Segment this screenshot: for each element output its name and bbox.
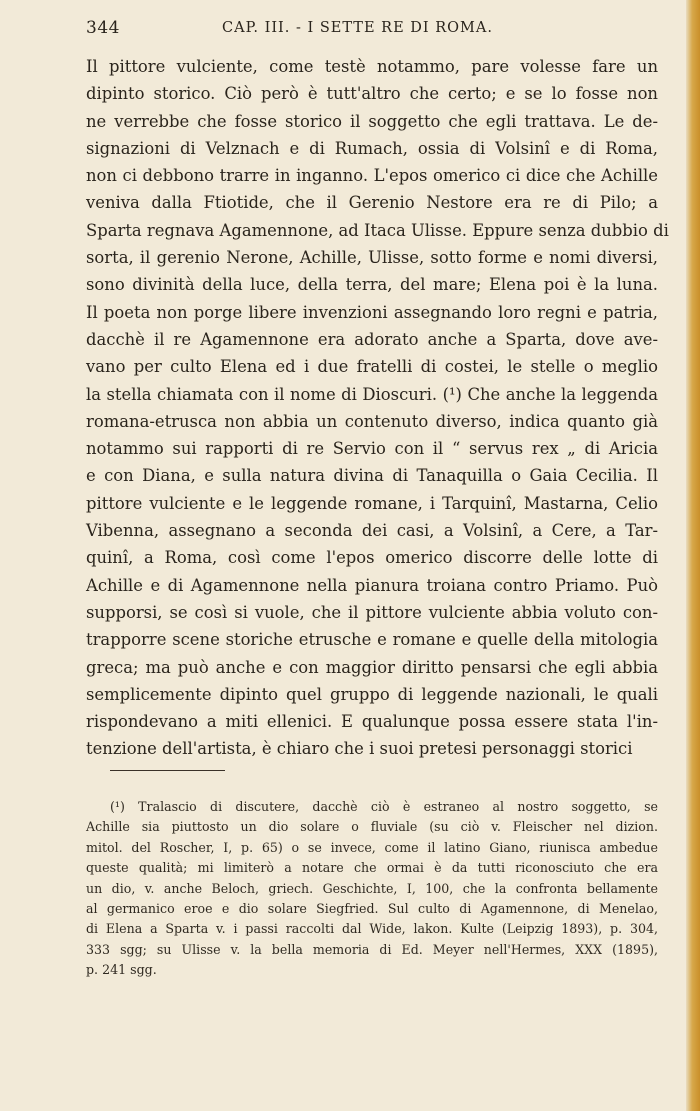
footnote-line: mitol. del Roscher, I, p. 65) o se invece, come il latino Giano, riunisca ambedue — [86, 839, 658, 855]
text-line: Il poeta non porge libere invenzioni assegnando loro regni e patria, — [86, 302, 658, 322]
text-line: signazioni di Velznach e di Rumach, ossia di Volsinî e di Roma, — [86, 138, 658, 158]
text-line: trapporre scene storiche etrusche e romane e quelle della mitologia — [86, 630, 658, 650]
footnote-line: di Elena a Sparta v. i passi raccolti dal Wide, lakon. Kulte (Leipzig 1893), p. 304, — [86, 921, 658, 937]
text-line: dacchè il re Agamennone era adorato anche a Sparta, dove ave- — [86, 329, 658, 349]
footnote-line: Achille sia piuttosto un dio solare o fluviale (su ciò v. Fleischer nel dizion. — [86, 819, 658, 835]
text-line: sono divinità della luce, della terra, del mare; Elena poi è la luna. — [86, 275, 658, 295]
footnote — [86, 797, 658, 981]
text-line: tenzione dell'artista, è chiaro che i suoi pretesi personaggi storici — [86, 739, 633, 759]
text-line: Sparta regnava Agamennone, ad Itaca Ulisse. Eppure senza dubbio di — [86, 220, 669, 240]
page-edge — [686, 0, 700, 1111]
footnote-line: 333 sgg; su Ulisse v. la bella memoria di Ed. Meyer nell'Hermes, XXX (1895), — [86, 941, 658, 957]
text-line: romana-etrusca non abbia un contenuto diverso, indica quanto già — [86, 411, 658, 431]
footnote-line: queste qualità; mi limiterò a notare che ormai è da tutti riconosciuto che era — [86, 860, 658, 876]
running-head: CAP. III. - I SETTE RE DI ROMA. — [222, 20, 493, 36]
text-line: notammo sui rapporti di re Servio con il “ servus rex „ di Aricia — [86, 439, 658, 459]
text-line: ne verrebbe che fosse storico il soggetto che egli trattava. Le de- — [86, 111, 658, 131]
footnote-line: un dio, v. anche Beloch, griech. Geschichte, I, 100, che la confronta bellamente — [86, 880, 658, 896]
text-line: dipinto storico. Ciò però è tutt'altro che certo; e se lo fosse non — [86, 84, 658, 104]
text-line: supporsi, se così si vuole, che il pittore vulciente abbia voluto con- — [86, 602, 658, 622]
text-line: non ci debbono trarre in inganno. L'epos omerico ci dice che Achille — [86, 166, 658, 186]
body-text — [86, 53, 669, 763]
text-line: sorta, il gerenio Nerone, Achille, Ulisse, sotto forme e nomi diversi, — [86, 248, 658, 268]
text-line: Vibenna, assegnano a seconda dei casi, a Volsinî, a Cere, a Tar- — [86, 521, 658, 541]
text-line: rispondevano a miti ellenici. E qualunque possa essere stata l'in- — [86, 712, 658, 732]
text-line: veniva dalla Ftiotide, che il Gerenio Nestore era re di Pilo; a — [86, 193, 658, 213]
page-number: 344 — [86, 18, 120, 38]
footnote-line: (¹) Tralascio di discutere, dacchè ciò è estraneo al nostro soggetto, se — [110, 799, 658, 814]
text-line: greca; ma può anche e con maggior diritto pensarsi che egli abbia — [86, 657, 658, 677]
footnote-line: al germanico eroe e dio solare Siegfried. Sul culto di Agamennone, di Menelao, — [86, 900, 658, 916]
text-line: semplicemente dipinto quel gruppo di leggende nazionali, le quali — [86, 684, 658, 704]
text-line: quinî, a Roma, così come l'epos omerico discorre delle lotte di — [86, 548, 658, 568]
page-header — [86, 14, 656, 40]
text-line: pittore vulciente e le leggende romane, i Tarquinî, Mastarna, Celio — [86, 493, 658, 513]
text-line: vano per culto Elena ed i due fratelli di costei, le stelle o meglio — [86, 357, 658, 377]
footnote-rule — [110, 770, 225, 771]
text-line: e con Diana, e sulla natura divina di Tanaquilla o Gaia Cecilia. Il — [86, 466, 658, 486]
text-line: Achille e di Agamennone nella pianura troiana contro Priamo. Può — [86, 575, 658, 595]
text-line: la stella chiamata con il nome di Dioscuri. (¹) Che anche la leggenda — [86, 384, 658, 404]
text-line: Il pittore vulciente, come testè notammo, pare volesse fare un — [86, 57, 658, 76]
footnote-line: p. 241 sgg. — [86, 962, 157, 978]
